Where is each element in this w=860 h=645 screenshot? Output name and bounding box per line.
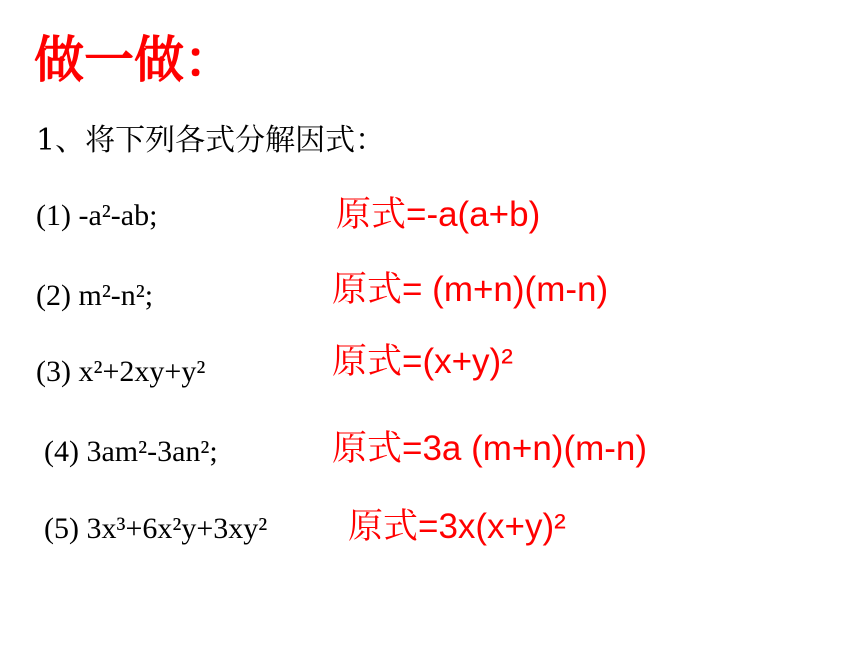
answer-5: 原式=3x(x+y)²	[348, 507, 566, 546]
exercise-instruction: 1、将下列各式分解因式：	[36, 123, 386, 158]
problem-2: (2) m²-n²;	[36, 279, 154, 312]
answer-4: 原式=3a (m+n)(m-n)	[332, 429, 648, 468]
problem-3: (3) x²+2xy+y²	[36, 355, 206, 388]
problem-5: (5) 3x³+6x²y+3xy²	[44, 512, 268, 545]
answer-1: 原式=-a(a+b)	[336, 195, 541, 234]
problem-1: (1) -a²-ab;	[36, 199, 158, 232]
answer-3: 原式=(x+y)²	[332, 342, 513, 381]
problem-4: (4) 3am²-3an²;	[44, 435, 218, 468]
answer-2: 原式= (m+n)(m-n)	[332, 270, 609, 309]
slide-title: 做一做：	[34, 31, 234, 89]
